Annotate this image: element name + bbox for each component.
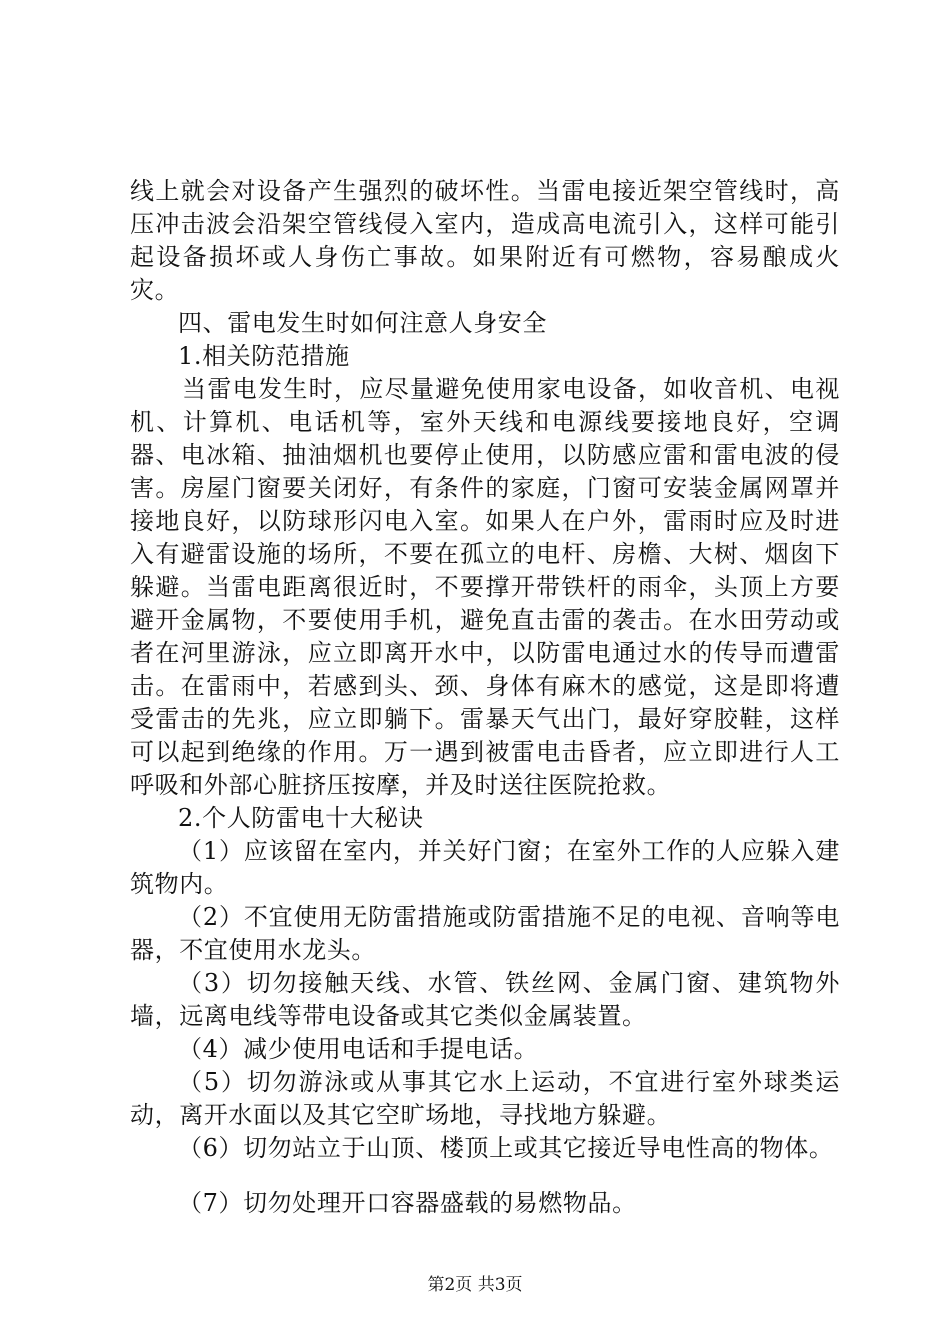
section-heading-personal-safety: 四、雷电发生时如何注意人身安全 (178, 309, 547, 337)
paragraph-prevention-details: 当雷电发生时，应尽量避免使用家电设备，如收音机、电视机、计算机、电话机等，室外天线和电源线要接地良好，空调器、电冰箱、抽油烟机也要停止使用，以防感应雷和雷电波的侵害。房屋门窗要关闭好，有条件的家庭，门窗可安装金属网罩并接地良好，以防球形闪电入室。如果人在户外，雷雨时应及时进入有避雷设施的场所，不要在孤立的电杆、房檐、大树、烟囱下躲避。当雷电距离很近时，不要撑开带铁杆的雨伞，头顶上方要避开金属物，不要使用手机，避免直击雷的袭击。在水田劳动或者在河里游泳，应立即离开水中，以防雷电通过水的传导而遭雷击。在雷雨中，若感到头、颈、身体有麻木的感觉，这是即将遭受雷击的先兆，应立即躺下。雷暴天气出门，最好穿胶鞋，这样可以起到绝缘的作用。万一遇到被雷电击昏者，应立即进行人工呼吸和外部心脏挤压按摩，并及时送往医院抢救。 (130, 375, 840, 799)
subheading-prevention-measures: 1.相关防范措施 (178, 342, 350, 370)
list-item-tip-1: （1）应该留在室内，并关好门窗；在室外工作的人应躲入建筑物内。 (130, 837, 840, 898)
list-item-tip-3: （3）切勿接触天线、水管、铁丝网、金属门窗、建筑物外墙，远离电线等带电设备或其它类似金属装置。 (130, 969, 840, 1030)
document-body (130, 175, 840, 1220)
list-item-tip-2: （2）不宜使用无防雷措施或防雷措施不足的电视、音响等电器，不宜使用水龙头。 (130, 903, 840, 964)
page-footer: 第2页 共3页 (427, 1275, 523, 1295)
list-item-tip-6: （6）切勿站立于山顶、楼顶上或其它接近导电性高的物体。 (178, 1134, 834, 1162)
list-item-tip-7: （7）切勿处理开口容器盛载的易燃物品。 (178, 1189, 637, 1217)
subheading-ten-tips: 2.个人防雷电十大秘诀 (178, 804, 424, 832)
list-item-tip-4: （4）减少使用电话和手提电话。 (178, 1035, 539, 1063)
paragraph-intro-continuation: 线上就会对设备产生强烈的破坏性。当雷电接近架空管线时，高压冲击波会沿架空管线侵入室内，造成高电流引入，这样可能引起设备损坏或人身伤亡事故。如果附近有可燃物，容易酿成火灾。 (130, 177, 840, 304)
list-item-tip-5: （5）切勿游泳或从事其它水上运动，不宜进行室外球类运动，离开水面以及其它空旷场地，寻找地方躲避。 (130, 1068, 840, 1129)
paragraph-spacer (130, 1165, 840, 1187)
